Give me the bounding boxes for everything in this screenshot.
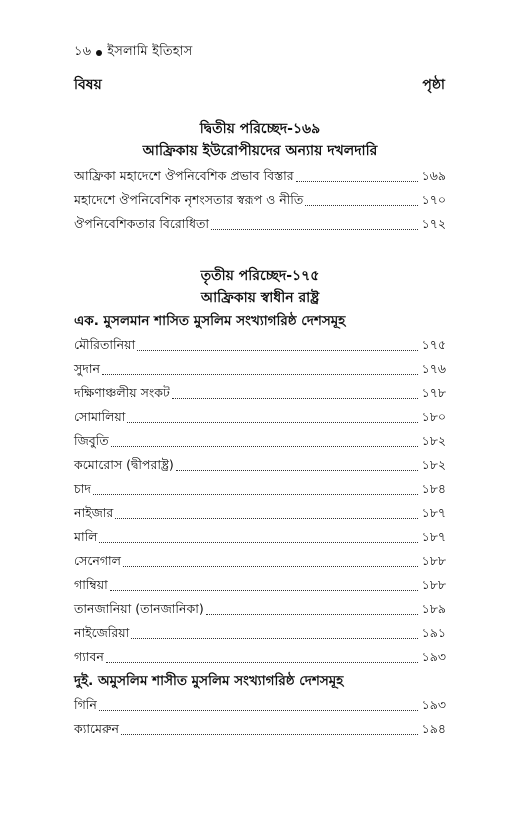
dot-leader (305, 199, 417, 206)
toc-entry-page: ১৮৮ (421, 553, 446, 568)
toc-entry[interactable] (74, 717, 446, 741)
toc-entry-page: ১৭০ (421, 192, 446, 207)
toc-entry-page: ১৯৪ (421, 721, 446, 736)
toc-entry[interactable] (74, 693, 446, 717)
dot-leader (211, 223, 418, 230)
toc-entry-label: চাদ (74, 481, 91, 496)
dot-leader (137, 344, 418, 351)
dot-leader (106, 656, 418, 663)
toc-entry-page: ১৮৭ (421, 505, 446, 520)
toc-entry[interactable] (74, 597, 446, 621)
toc-entry-label: সেনেগাল (74, 553, 121, 568)
dot-leader (93, 488, 418, 495)
toc-entry-label: ঔপনিবেশিকতার বিরোধিতা (74, 216, 209, 231)
dot-leader (127, 416, 417, 423)
section-1-heading: এক. মুসলমান শাসিত মুসলিম সংখ্যাগরিষ্ঠ দেশসমূহ (74, 313, 346, 329)
toc-entry[interactable] (74, 477, 446, 501)
toc-entry-label: সোমালিয়া (74, 409, 126, 424)
page-number: ১৬ (74, 44, 92, 59)
toc-entry-page: ১৭৮ (421, 385, 446, 400)
toc-entry-label: সুদান (74, 361, 100, 376)
toc-entry[interactable] (74, 621, 446, 645)
toc-entry[interactable] (74, 333, 446, 357)
toc-entry-label: দক্ষিণাঞ্চলীয় সংকট (74, 385, 170, 400)
bullet-dot-icon (96, 50, 102, 56)
dot-leader (296, 175, 418, 182)
chapter-2-subtitle: আফ্রিকায় ইউরোপীয়দের অন্যায় দখলদারি (142, 143, 378, 159)
book-title: ইসলামি ইতিহাস (107, 44, 193, 59)
toc-entry-page: ১৮২ (421, 457, 446, 472)
toc-entry-page: ১৮০ (421, 409, 446, 424)
dot-leader (111, 440, 418, 447)
toc-entry-page: ১৯১ (421, 625, 446, 640)
toc-entry[interactable] (74, 381, 446, 405)
toc-entry[interactable] (74, 645, 446, 669)
dot-leader (110, 584, 418, 591)
toc-entry[interactable] (74, 573, 446, 597)
dot-leader (115, 512, 417, 519)
section-2-heading: দুই. অমুসলিম শাসীত মুসলিম সংখ্যাগরিষ্ঠ দেশসমূহ (74, 673, 344, 689)
chapter-3-subtitle: আফ্রিকায় স্বাধীন রাষ্ট্র (200, 290, 320, 306)
toc-entry-page: ১৬৯ (421, 168, 446, 183)
toc-entry-page: ১৮২ (421, 433, 446, 448)
dot-leader (172, 392, 418, 399)
dot-leader (121, 728, 418, 735)
toc-entry-page: ১৭৫ (421, 337, 446, 352)
toc-entry-page: ১৮৪ (421, 481, 446, 496)
toc-entry[interactable] (74, 453, 446, 477)
toc-entry[interactable] (74, 429, 446, 453)
toc-entry[interactable] (74, 164, 446, 188)
toc-entry[interactable] (74, 525, 446, 549)
chapter-3-title: তৃতীয় পরিচ্ছেদ-১৭৫ (200, 268, 320, 284)
toc-entry-label: জিবুতি (74, 433, 109, 448)
dot-leader (99, 704, 418, 711)
dot-leader (176, 464, 418, 471)
dot-leader (131, 632, 417, 639)
toc-entry-label: মৌরিতানিয়া (74, 337, 136, 352)
toc-entry-page: ১৮৮ (421, 577, 446, 592)
dot-leader (102, 368, 418, 375)
chapter-3-block (74, 265, 446, 741)
toc-entry-label: গিনি (74, 697, 97, 712)
toc-entry[interactable] (74, 212, 446, 236)
page-column-heading: পৃষ্ঠা (422, 77, 445, 93)
toc-entry-page: ১৭২ (421, 216, 446, 231)
toc-entry[interactable] (74, 549, 446, 573)
toc-entry[interactable] (74, 405, 446, 429)
dot-leader (123, 560, 418, 567)
chapter-2-title: দ্বিতীয় পরিচ্ছেদ-১৬৯ (199, 121, 321, 137)
dot-leader (206, 608, 418, 615)
toc-entry-label: তানজানিয়া (তানজানিকা) (74, 601, 204, 616)
toc-entry-label: মালি (74, 529, 98, 544)
toc-entry-label: গ্যাবন (74, 649, 104, 664)
subject-column-heading: বিষয় (74, 77, 102, 93)
chapter-2-block (74, 118, 446, 236)
toc-entry-label: নাইজার (74, 505, 114, 520)
toc-entry-label: মহাদেশে ঔপনিবেশিক নৃশংসতার স্বরূপ ও নীতি (74, 192, 304, 207)
toc-entry[interactable] (74, 188, 446, 212)
running-head (74, 42, 192, 63)
toc-entry-label: নাইজেরিয়া (74, 625, 130, 640)
toc-entry-page: ১৯৩ (421, 649, 446, 664)
toc-entry-page: ১৮৯ (421, 601, 446, 616)
toc-entry-label: কমোরোস (দ্বীপরাষ্ট্র) (74, 457, 174, 472)
toc-entry[interactable] (74, 357, 446, 381)
toc-entry-label: গাম্বিয়া (74, 577, 108, 592)
toc-entry-label: ক্যামেরুন (74, 721, 120, 736)
toc-entry-label: আফ্রিকা মহাদেশে ঔপনিবেশিক প্রভাব বিস্তার (74, 168, 294, 183)
toc-entry-page: ১৯৩ (421, 697, 446, 712)
dot-leader (99, 536, 417, 543)
toc-entry[interactable] (74, 501, 446, 525)
toc-entry-page: ১৮৭ (421, 529, 446, 544)
toc-entry-page: ১৭৬ (421, 361, 446, 376)
